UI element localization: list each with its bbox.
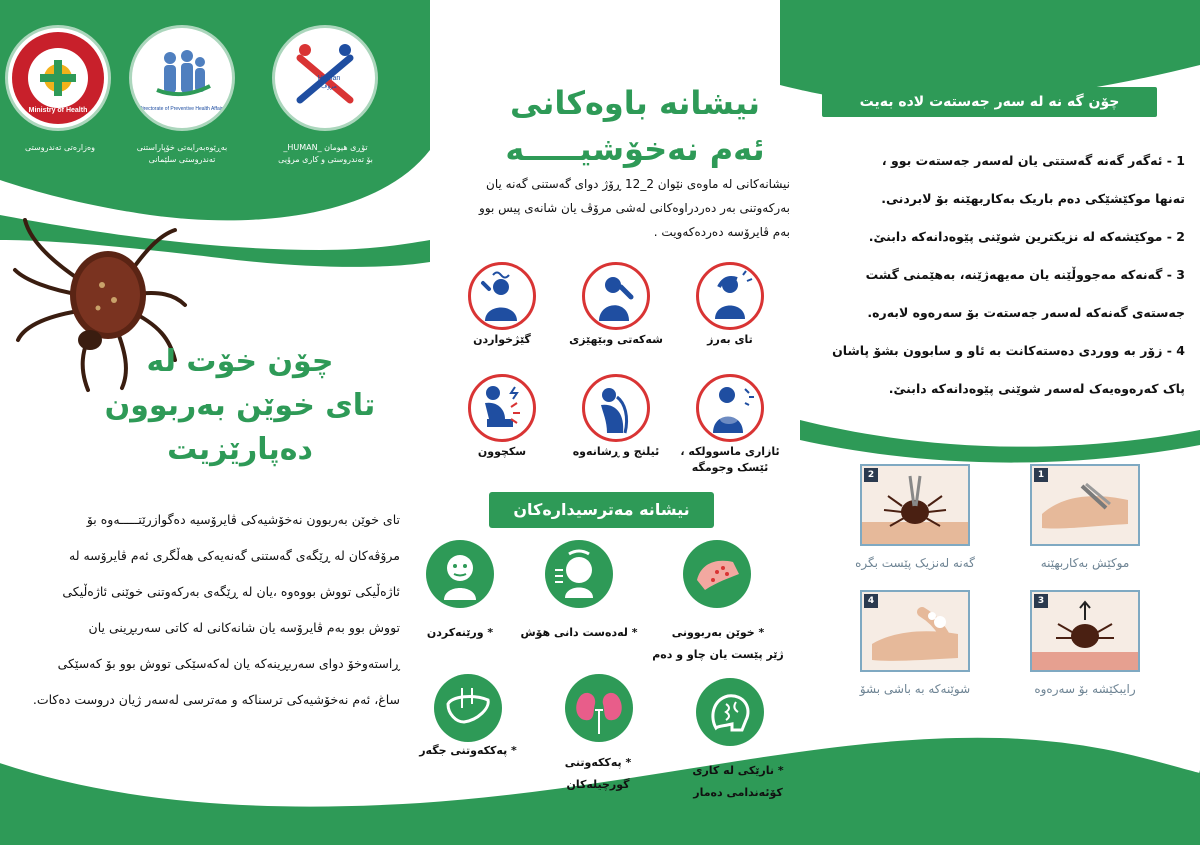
symptom-label-fever: تای بەرز <box>707 333 753 346</box>
nausea-vomiting-icon <box>582 374 650 442</box>
middle-title: نیشانە باوەکانی ئەم نەخۆشیـــــە <box>505 84 765 168</box>
left-paragraph: تای خوێن بەربوون نەخۆشیەکی ڤایرۆسیە دەگوازرێتـــــەوە بۆ مرۆڤەکان لە ڕێگەی گەستنی گەنەیەکی هەڵگری ئەم ڤایرۆسە لە ئاژەڵیکی تووش بووەوە ،یان لە ڕێگەی بەرکەوتنی خوێنی ئاژەڵیکی تووش بوو بەم ڤایرۆسە یان شانەکانی لە کاتی سەربڕینی یان ڕاستەوخۆ دوای سەربڕینەکە یان لەکەسێکی تووش بوو بۆ کەسێکی ساغ، ئەم نەخۆشیەکی ترسناکە و مەترسی لەسەر ژیان دروست دەکات. <box>32 512 400 707</box>
photo-step-2: 2 <box>860 464 970 546</box>
prevention-logo-text: Directorate of Preventive Health Affairs <box>138 106 226 112</box>
bleeding-skin-icon <box>683 540 751 608</box>
symptom-label-muscle-pain: ئازاری ماسوولکە ، ئێسک وجومگە <box>680 445 780 474</box>
human-logo-text: Human <box>317 75 341 82</box>
human-network-logo <box>275 28 375 128</box>
dizziness-icon <box>468 262 536 330</box>
danger-label-bleeding: * خوێن بەربوونی ژێر پێست یان چاو و دەم <box>652 626 784 661</box>
fatigue-icon <box>582 262 650 330</box>
tick-removal-banner: چۆن گە نە لە سەر جەستەت لادە بەیت <box>822 87 1157 117</box>
human-caption: تۆڕی هیومان _HUMAN_ بۆ تەندروستی و کاری مرۆیی <box>278 143 373 164</box>
liver-icon <box>434 674 502 742</box>
photo-step-2-caption: گەنە لەنزیک پێست بگرە <box>855 556 975 570</box>
photo-step-4-caption: شوێنەکە بە باشی بشۆ <box>859 682 971 696</box>
left-title: چۆن خۆت لە تای خوێن بەربوون دەپارێزیت <box>104 344 376 467</box>
fainting-icon <box>545 540 613 608</box>
moh-ring-text: Ministry of Health <box>28 107 88 114</box>
danger-label-delirium: * ورێنەکردن <box>426 626 494 639</box>
brain-icon <box>696 678 764 746</box>
photo-step-4: 4 <box>860 590 970 672</box>
photo-step-3-caption: رایبکێشە بۆ سەرەوە <box>1034 682 1136 696</box>
photo-step-3: 3 <box>1030 590 1140 672</box>
danger-label-nervous-system: * نارێکی لە کاری کۆئەندامی دەمار <box>692 764 784 799</box>
preventive-health-logo <box>132 28 232 128</box>
muscle-pain-icon <box>696 374 764 442</box>
danger-label-fainting: * لەدەست دانی هۆش <box>520 626 638 639</box>
symptom-label-fatigue: شەکەتی وبێهێزی <box>569 333 663 346</box>
tick-removal-steps: 1 - ئەگەر گەنە گەستتی یان لەسەر جەستەت بوو ، تەنها موکێشێکی دەم باریک بەکاربهێنە بۆ لابردنی. 2 - موکێشەکە لە نزیکترین شوێنی پێوەدانەکە دابنێ. 3 - گەنەکە مەجووڵێنە یان مەیهەژێنە، بەهێمنی گشت جەستەی گەنەکە لەسەر جەستەت بۆ سەرەوە لابەرە. 4 - زۆر بە ووردی دەستەکانت بە ئاو و سابوون بشۆ پاشان پاک کەرەوەیەک لەسەر شوێنی پێوەدانەکە دابنێ. <box>832 153 1185 396</box>
symptom-label-nausea-vomiting: ئیلنج و ڕشانەوە <box>572 445 660 458</box>
ministry-of-health-logo <box>8 28 108 128</box>
photo-step-1-caption: موکێش بەکاربهێنە <box>1040 556 1130 570</box>
fever-icon <box>696 262 764 330</box>
danger-signs-banner: نیشانە مەترسیدارەکان <box>489 492 714 528</box>
symptom-label-diarrhea: سکچوون <box>477 445 527 458</box>
prevention-caption: بەڕێوەبەرایەتی خۆپاراستنی تەندروستی سلێمانی <box>136 143 228 164</box>
diarrhea-icon <box>468 374 536 442</box>
swelling-icon <box>426 540 494 608</box>
svg-text:مرۆڤ: مرۆڤ <box>321 83 337 90</box>
photo-step-1: 1 <box>1030 464 1140 546</box>
danger-label-liver: * پەککەوتنی جگەر <box>419 744 517 757</box>
middle-intro: نیشانەکانی لە ماوەی نێوان 2_12 ڕۆژ دوای گەستنی گەنە یان بەرکەوتنی بەر دەردراوەکانی لەشی مرۆڤ یان شانەی پیس بوو بەم ڤایرۆسە دەردەکەویت . <box>479 177 790 239</box>
danger-label-kidney: * پەککەوتنی گورچیلەکان <box>564 756 632 791</box>
moh-caption: وەزارەتی تەندروستی <box>24 143 96 152</box>
symptom-label-dizziness: گێژخواردن <box>473 333 531 346</box>
kidney-icon <box>565 674 633 742</box>
